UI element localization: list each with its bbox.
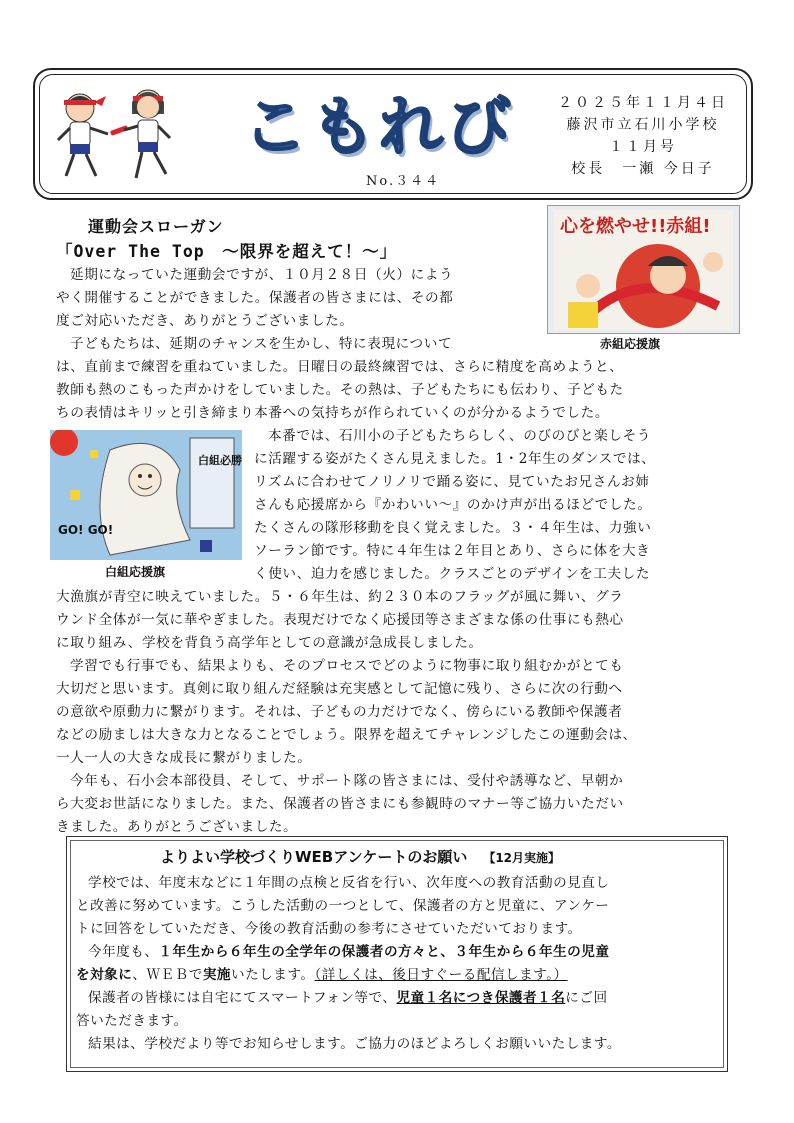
article-line: 延期になっていた運動会ですが、１０月２８日（火）によう [70,267,454,283]
article-line: く使い、迫力を感じました。クラスごとのデザインを工夫した [254,566,651,582]
newsletter-title: こもれび [243,91,515,165]
school-name: 藤沢市立石川小学校 [566,117,720,133]
article-line: 一人一人の大きな成長に繋がりました。 [56,750,312,766]
red-banner-text: 心を燃やせ!!赤組! [560,216,711,237]
issue-number: No.３４４ [366,174,441,189]
survey-note: （詳しくは、後日すぐーる配信します。） [314,967,568,983]
article-line: の意欲や原動力に繋がります。それは、子どもの力だけでなく、傍らにいる教師や保護者 [56,704,623,720]
white-go-text: GO! GO! [58,523,114,537]
article-line: ウンド全体が一気に華やぎました。表現だけでなく応援団等さまざまな係の仕事にも熱心 [56,612,624,628]
survey-line [88,987,608,1010]
article-line: などの励ましは大きな力となることでしょう。限界を超えてチャレンジしたこの運動会は、 [56,727,637,743]
article-line: に取り組み、学校を背負う高学年としての意識が急成長しました。 [56,635,483,651]
survey-line [88,941,609,964]
principal-name: 校長 一瀬 今日子 [571,161,715,177]
article-line: に活躍する姿がたくさん見えました。1・2年生のダンスでは、 [254,451,656,467]
header-info [548,92,738,180]
white-flag-caption: 白組応援旗 [105,565,166,579]
article-line: 今年も、石小会本部役員、そして、サポート隊の皆さまには、受付や誘導など、早朝か [70,773,624,789]
red-team-flag-photo [547,205,740,334]
issue-date: ２０２５年１１月４日 [558,95,728,111]
article-line: 子どもたちは、延期のチャンスを生かし、特に表現について [70,336,453,352]
article-line: 学習でも行事でも、結果よりも、そのプロセスでどのように物事に取り組むかがとても [70,658,624,674]
white-team-flag-photo [50,430,242,560]
article-line: 教師も熱のこもった声かけをしていました。その熱は、子どもたちにも伝わり、子どもた [56,382,624,398]
red-flag-caption: 赤組応援旗 [600,337,661,351]
survey-text: にご回 [565,990,608,1006]
survey-text: 今年度も、 [88,944,159,960]
relay-kids-illustration [50,80,190,188]
survey-line: 結果は、学校だより等でお知らせします。ご協力のほどよろしくお願いいたします。 [88,1036,621,1052]
article-line: リズムに合わせてノリノリで踊る姿に、見ていたお兄さんお姉 [254,474,650,490]
survey-line: 学校では、年度末などに１年間の点検と反省を行い、次年度への教育活動の見直し [88,875,610,891]
survey-title-text: よりよい学校づくりWEBアンケートのお願い [160,848,468,866]
survey-line: トに回答をしていただき、今後の教育活動の参考にさせていただいております。 [76,921,582,937]
survey-emphasis: を対象に [76,967,133,983]
article-line: きました。ありがとうございました。 [56,819,298,835]
article-line: ソーラン節です。特に４年生は２年目とあり、さらに体を大き [254,543,651,559]
article-line: 大切だと思います。真剣に取り組んだ経験は充実感として記憶に残り、さらに次の行動へ [56,681,623,697]
survey-emphasis: 児童１名につき保護者１名 [396,990,566,1006]
article-line: 本番では、石川小の子どもたちらしく、のびのびと楽しそう [268,428,651,444]
slogan-heading: 運動会スローガン [88,217,224,236]
article-line: ちの表情はキリッと引き締まり本番への気持ちが作られていくのが分かるようでした。 [56,405,610,421]
article-line: 大漁旗が青空に映えていました。５・６年生は、約２３０本のフラッグが風に舞い、グラ [56,589,624,605]
survey-emphasis: １年生から６年生の全学年の保護者の方々と、３年生から６年生の児童 [158,944,610,960]
survey-line: と改善に努めています。こうした活動の一つとして、保護者の方と児童に、アンケー [76,898,610,914]
article-line: 度ご対応いただき、ありがとうございました。 [56,313,354,329]
article-line: さんも応援席から『かわいい～』のかけ声が出るほどでした。 [254,497,652,513]
survey-text: 、ＷＥＢで [132,967,203,983]
white-banner-text: 白組必勝 [198,454,242,467]
survey-text: 保護者の皆様には自宅にてスマートフォン等で、 [88,990,397,1006]
article-line: たくさんの隊形移動を良く覚えました。３・４年生は、力強い [254,520,652,536]
article-line: ら大変お世話になりました。また、保護者の皆さまにも参観時のマナー等ご協力いただい [56,796,624,812]
edition: １１月号 [609,139,677,155]
article-line: やく開催することができました。保護者の皆さまには、その都 [56,290,454,306]
survey-emphasis: 実施 [202,967,232,983]
article-line: は、直前まで練習を重ねていました。日曜日の最終練習では、さらに精度を高めようと、 [56,359,624,375]
survey-schedule-tag: 【12月実施】 [483,851,561,865]
survey-title [160,846,560,867]
survey-line [76,964,568,987]
slogan-text: 「Over The Top ～限界を超えて！～」 [56,242,398,261]
survey-line: 答いただきます。 [76,1013,188,1029]
survey-text: いたします。 [231,967,315,983]
